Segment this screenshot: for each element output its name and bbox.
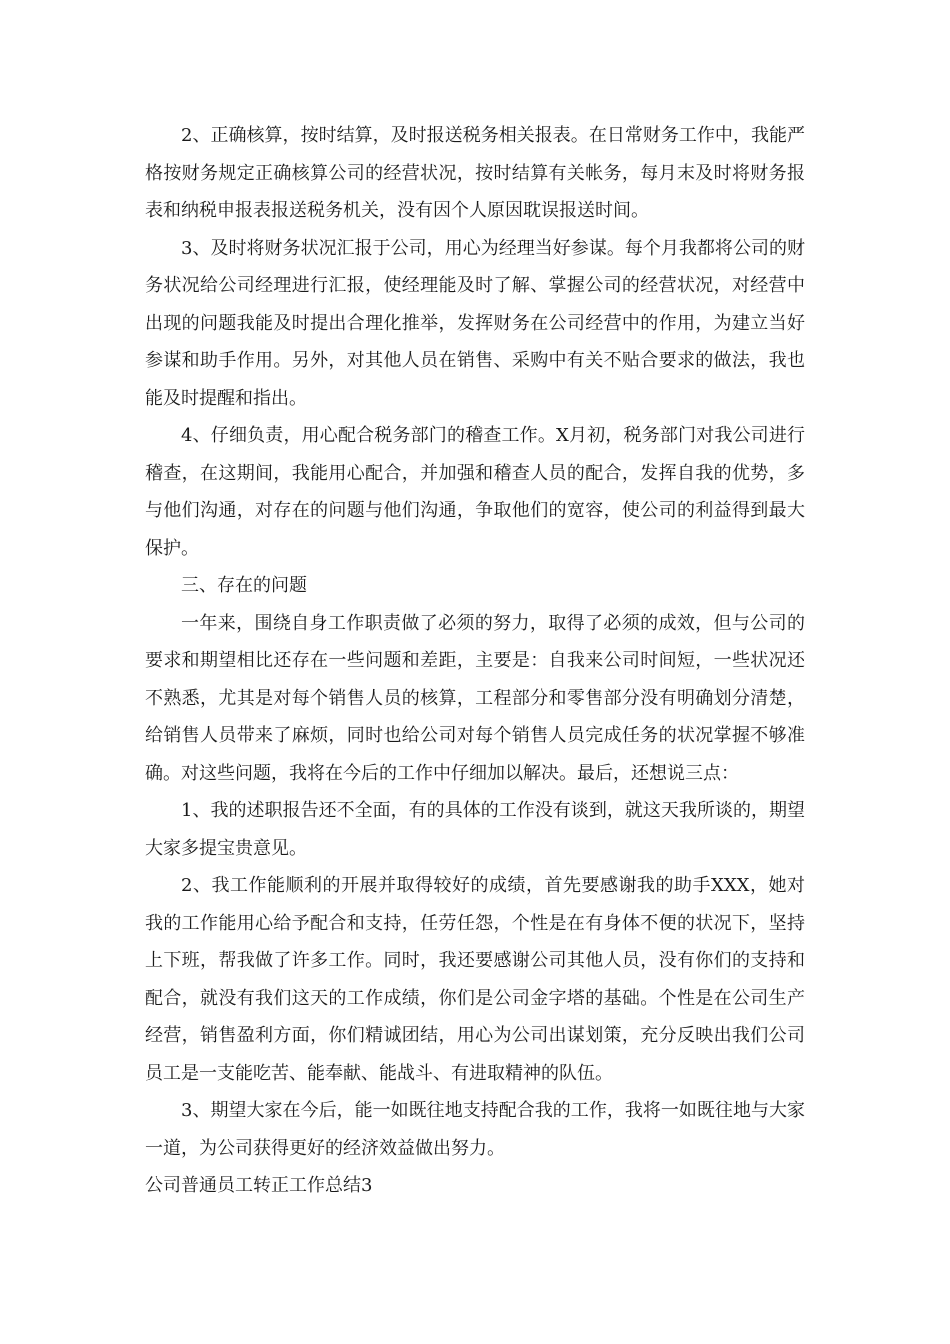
document-page (145, 117, 805, 1205)
paragraph-reporting: 3、及时将财务状况汇报于公司，用心为经理当好参谋。每个月我都将公司的财务状况给公司经理进行汇报，使经理能及时了解、掌握公司的经营状况，对经营中出现的问题我能及时提出合理化推举，发挥财务在公司经营中的作用，为建立当好参谋和助手作用。另外，对其他人员在销售、采购中有关不贴合要求的做法，我也能及时提醒和指出。 (145, 237, 805, 409)
section-heading-problems: 三、存在的问题 (181, 575, 307, 596)
paragraph-problems: 一年来，围绕自身工作职责做了必须的努力，取得了必须的成效，但与公司的要求和期望相比还存在一些问题和差距，主要是：自我来公司时间短，一些状况还不熟悉，尤其是对每个销售人员的核算，工程部分和零售部分没有明确划分清楚，给销售人员带来了麻烦，同时也给公司对每个销售人员完成任务的状况掌握不够准确。对这些问题，我将在今后的工作中仔细加以解决。最后，还想说三点： (145, 612, 805, 784)
paragraph-accounting: 2、正确核算，按时结算，及时报送税务相关报表。在日常财务工作中，我能严格按财务规定正确核算公司的经营状况，按时结算有关帐务，每月末及时将财务报表和纳税申报表报送税务机关，没有因个人原因耽误报送时间。 (145, 125, 805, 221)
paragraph-point-2: 2、我工作能顺利的开展并取得较好的成绩，首先要感谢我的助手XXX，她对我的工作能用心给予配合和支持，任劳任怨，个性是在有身体不便的状况下，坚持上下班，帮我做了许多工作。同时，我还要感谢公司其他人员，没有你们的支持和配合，就没有我们这天的工作成绩，你们是公司金字塔的基础。个性是在公司生产经营，销售盈利方面，你们精诚团结，用心为公司出谋划策，充分反映出我们公司员工是一支能吃苦、能奉献、能战斗、有进取精神的队伍。 (145, 875, 805, 1084)
paragraph-point-3: 3、期望大家在今后，能一如既往地支持配合我的工作，我将一如既往地与大家一道，为公司获得更好的经济效益做出努力。 (145, 1100, 805, 1159)
paragraph-point-1: 1、我的述职报告还不全面，有的具体的工作没有谈到，就这天我所谈的，期望大家多提宝贵意见。 (145, 800, 805, 859)
paragraph-tax-audit: 4、仔细负责，用心配合税务部门的稽查工作。X月初，税务部门对我公司进行稽查，在这期间，我能用心配合，并加强和稽查人员的配合，发挥自我的优势，多与他们沟通，对存在的问题与他们沟通，争取他们的宽容，使公司的利益得到最大保护。 (145, 425, 805, 559)
next-section-title: 公司普通员工转正工作总结3 (145, 1175, 373, 1196)
